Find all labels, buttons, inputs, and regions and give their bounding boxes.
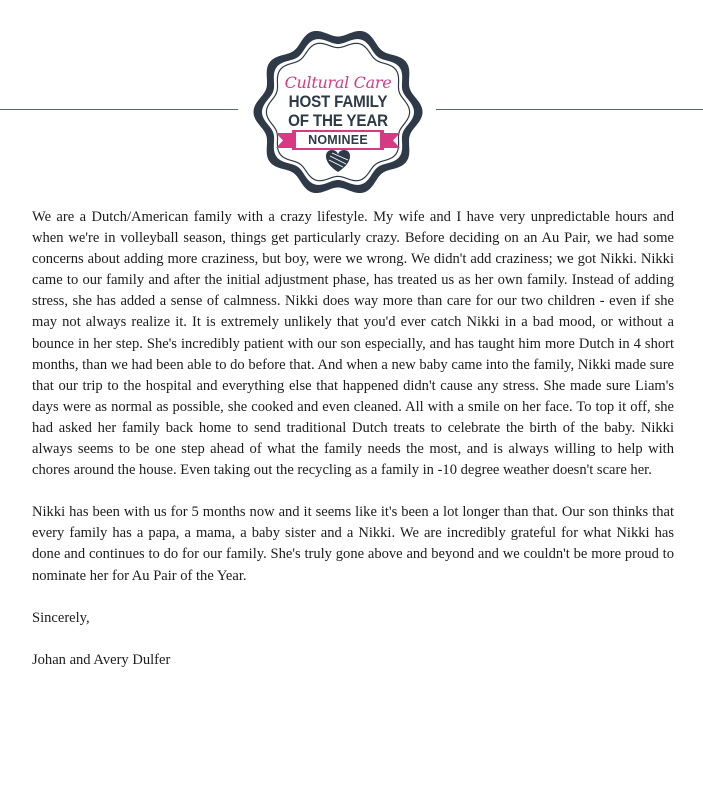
letter-body	[32, 207, 674, 671]
badge-title-line1: HOST FAMILY	[288, 93, 388, 111]
header-rule-left	[0, 109, 238, 110]
letter-paragraph-1: We are a Dutch/American family with a crazy lifestyle. My wife and I have very unpredictable hours and when we're in volleyball season, things get particularly crazy. Before deciding on an Au Pair, we had some concerns about adding more craziness, but boy, were we wrong. We didn't add craziness; we got Nikki. Nikki came to our family and after the initial adjustment phase, has treated us as her own family. Instead of adding stress, she has added a sense of calmness. Nikki does way more than care for our two children - even if she may not always realize it. It is extremely unlikely that you'd ever catch Nikki in a bad mood, or without a bounce in her step. She's incredibly patient with our son especially, and has taught him more Dutch in 4 short months, than we had been able to do before that. And when a new baby came into the family, Nikki made sure that our trip to the hospital and everything else that happened didn't cause any stress. She made sure Liam's days were as normal as possible, she cooked and even cleaned. All with a smile on her face. To top it off, she had asked her family back home to send traditional Dutch treats to celebrate the birth of the baby. Nikki always seems to be one step ahead of what the family needs the most, and is always willing to help with chores around the house. Even taking out the recycling as a family in -10 degree weather doesn't scare her.	[32, 209, 674, 479]
letter-paragraph-2: Nikki has been with us for 5 months now and it seems like it's been a lot longer than that. Our son thinks that every family has a papa, a mama, a baby sister and a Nikki. We are incredibly grateful for what Nikki has done and continues to do for our family. She's truly gone above and beyond and we couldn't be more proud to nominate her for Au Pair of the Year.	[32, 504, 674, 584]
letter-closing: Sincerely,	[32, 609, 90, 626]
header-rule-right	[436, 109, 703, 110]
nominee-badge	[252, 26, 424, 198]
badge-brand: Cultural Care	[284, 73, 392, 92]
badge-ribbon-text: NOMINEE	[308, 133, 368, 147]
badge-title-line2: OF THE YEAR	[288, 112, 388, 130]
letter-signature: Johan and Avery Dulfer	[32, 651, 171, 668]
